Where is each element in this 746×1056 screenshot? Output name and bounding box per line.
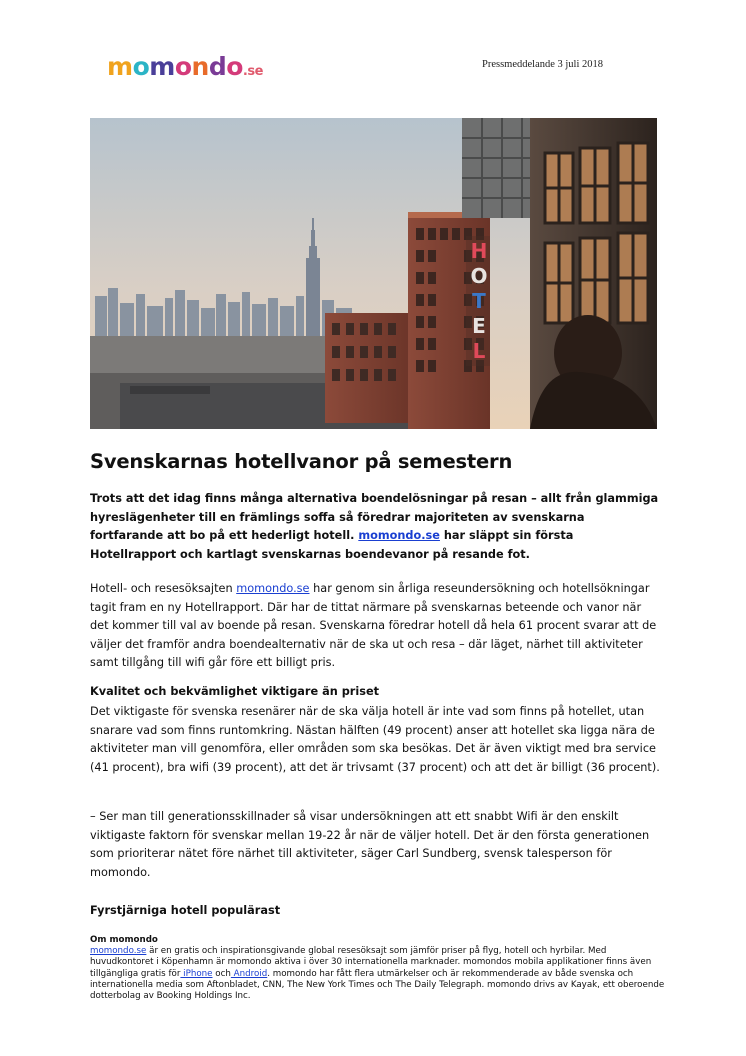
logo-letter: o bbox=[226, 52, 243, 81]
hotel-sign-letter: H bbox=[470, 239, 488, 263]
press-release-date: Pressmeddelande 3 juli 2018 bbox=[482, 59, 604, 70]
p1-text-end: har genom sin årliga reseundersökning och hotellsökningar tagit fram en ny Hotellrapport. Där har de tittat närmare på svenskarnas beteende och vanor när det kommer till val av boende på resan. Svenskarna föredrar hotell då hela 61 procent svarar att de väljer det framför andra boendealternativ när de ska ut och resa – där läget, närhet till aktiviteter samt tillgång till wifi går före ett billigt pris. bbox=[90, 582, 657, 670]
logo-tld: .se bbox=[242, 64, 263, 79]
subheading-quality: Kvalitet och bekvämlighet viktigare än priset bbox=[90, 685, 380, 698]
p1-text-start: Hotell- och resesöksajten bbox=[90, 582, 237, 595]
city-hotel-photo bbox=[90, 118, 657, 429]
logo-wordmark bbox=[107, 52, 243, 81]
lead-momondo-link[interactable]: momondo.se bbox=[358, 529, 440, 543]
lead-text-start: Trots att det idag finns många alternativa boendelösningar på resan – allt från glammiga hyreslägenheter till en främlings soffa så föredrar majoriteten av svenskarna fortfarande att bo på ett hederligt hotell. bbox=[90, 492, 659, 543]
hotel-sign-letter: T bbox=[472, 289, 486, 313]
hotel-sign-letter: O bbox=[470, 264, 488, 288]
android-link[interactable]: Android bbox=[230, 968, 268, 979]
hero-photo bbox=[90, 118, 657, 429]
lead-text-end: har släppt sin första Hotellrapport och kartlagt svenskarnas boendevanor på resande fot. bbox=[90, 529, 574, 561]
hotel-sign bbox=[470, 239, 487, 363]
about-text-1: är en gratis och inspirationsgivande global resesöksajt som jämför priser på flyg, hotell och hyrbilar. Med huvudkontoret i Köpenhamn är momondo aktiva i över 30 internationella marknader. momondos mobila applikationer finns även tillgängliga gratis för bbox=[90, 946, 652, 979]
body-paragraph-intro bbox=[90, 580, 662, 673]
subheading-four-star: Fyrstjärniga hotell populärast bbox=[90, 904, 281, 917]
lead-paragraph bbox=[90, 490, 660, 564]
logo-letter: m bbox=[149, 52, 175, 81]
logo-letter: o bbox=[132, 52, 150, 81]
logo-letter: m bbox=[107, 52, 133, 81]
article-headline: Svenskarnas hotellvanor på semestern bbox=[90, 450, 513, 473]
about-momondo-link[interactable]: momondo.se bbox=[90, 946, 147, 957]
about-text-3: . momondo har fått flera utmärkelser och är rekommenderade av både svenska och internationella media som Aftonbladet, CNN, The New York Times och The Daily Telegraph. momondo drivs av Kayak, ett oberoende dotterbolag av Booking Holdings Inc. bbox=[90, 968, 665, 1002]
p1-momondo-link[interactable]: momondo.se bbox=[236, 582, 310, 595]
logo-letter: o bbox=[174, 52, 192, 81]
logo-letter: d bbox=[208, 52, 227, 81]
about-title: Om momondo bbox=[90, 935, 158, 945]
logo-letter: n bbox=[191, 52, 209, 81]
hotel-sign-letter: L bbox=[472, 339, 486, 363]
momondo-logo bbox=[107, 52, 263, 87]
hotel-sign-letter: E bbox=[472, 314, 486, 338]
about-momondo bbox=[90, 935, 670, 1002]
iphone-link[interactable]: iPhone bbox=[180, 968, 213, 979]
about-text-2: och bbox=[212, 968, 231, 979]
body-paragraph-quality: Det viktigaste för svenska resenärer när de ska välja hotell är inte vad som finns på hotellet, utan snarare vad som finns runtomkring. Nästan hälften (49 procent) anser att hotellet ska ligga nära de aktiviteter man vill genomföra, eller områden som ska besökas. Det är även viktigt med bra service (41 procent), bra wifi (39 procent), att det är trivsamt (37 procent) och att det är billigt (36 procent). bbox=[90, 705, 660, 774]
body-paragraph-quote: – Ser man till generationsskillnader så visar undersökningen att ett snabbt Wifi är den enskilt viktigaste faktorn för svenskar mellan 19-22 år när de väljer hotell. Det är den första generationen som prioriterar nätet före närhet till aktiviteter, säger Carl Sundberg, svensk talesperson för momondo. bbox=[90, 810, 650, 879]
